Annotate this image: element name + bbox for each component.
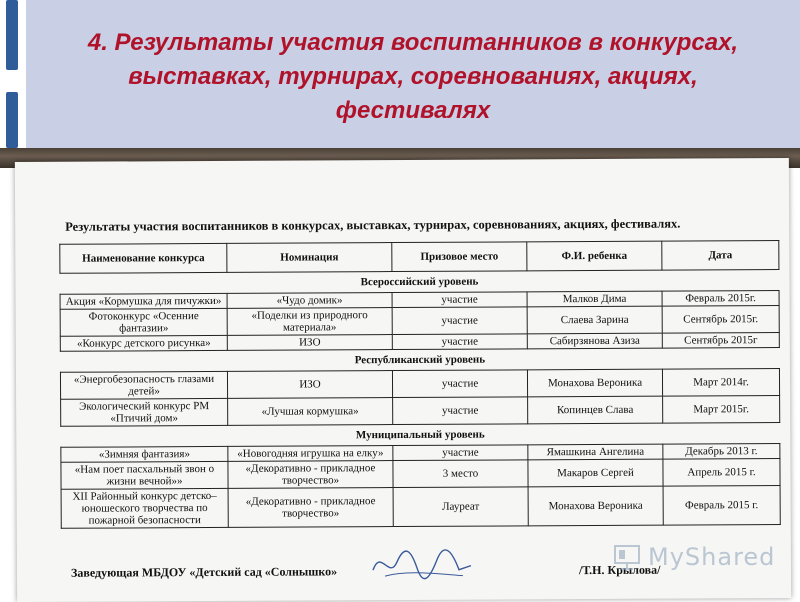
level-label: Муниципальный уровень [355,428,485,442]
cell-date: Сентябрь 2015г [662,333,779,349]
cell-date: Сентябрь 2015г. [662,306,779,334]
cell-date: Февраль 2015 г. [663,486,780,526]
cell-date: Апрель 2015 г. [663,459,780,487]
cell-contest: «Энергобезопасность глазами детей» [60,371,227,399]
cell-contest: Экологический конкурс РМ «Птичий дом» [61,398,228,426]
results-table [59,240,780,529]
table-row [61,396,780,427]
presentation-screen-icon [612,542,642,572]
header-date: Дата [662,241,779,271]
level-label: Всероссийский уровень [360,275,479,289]
cell-place: Лауреат [393,487,528,527]
cell-place: участие [393,445,528,461]
table-row [60,306,779,337]
cell-place: участие [392,307,527,335]
side-bar-middle [6,92,18,148]
header-place: Призовое место [392,242,527,272]
slide-title: 4. Результаты участия воспитанников в конкурсах, выставках, турнирах, соревнованиях, акциях, фестивалях [87,29,739,124]
cell-date: Март 2015г. [663,396,780,424]
cell-nomination: ИЗО [227,371,392,399]
header-nomination: Номинация [227,243,392,273]
handwritten-signature-icon [367,540,477,587]
cell-contest: Акция «Кормушка для пичужки» [60,293,227,309]
cell-contest: XII Районный конкурс детско–юношеского творчества по пожарной безопасности [61,488,228,528]
table-row [61,486,780,529]
site-watermark [612,540,775,574]
scanned-document [15,158,791,602]
cell-date: Март 2014г. [662,369,779,397]
cell-date: Декабрь 2013 г. [663,444,780,460]
cell-nomination: «Чудо домик» [227,293,392,309]
table-row [60,369,779,400]
cell-child: Сабирзянова Азиза [527,333,662,349]
cell-contest: «Нам поет пасхальный звон о жизни вечной»» [61,461,228,489]
document-title: Результаты участия воспитанников в конкурсах, выставках, турнирах, соревнованиях, акциях, фестивалях. [65,216,681,234]
cell-child: Макаров Сергей [528,459,663,487]
cell-child: Копинцев Слава [528,396,663,424]
director-title: Заведующая МБДОУ «Детский сад «Солнышко» [70,564,338,580]
cell-child: Слаева Зарина [527,306,662,334]
cell-contest: «Зимняя фантазия» [61,446,228,462]
cell-place: участие [393,397,528,425]
cell-nomination: «Лучшая кормушка» [228,398,393,426]
cell-date: Февраль 2015г. [662,291,779,307]
cell-nomination: «Новогодняя игрушка на елку» [228,446,393,462]
header-child-name: Ф.И. ребенка [527,241,662,271]
cell-place: участие [392,292,527,308]
cell-child: Малков Дима [527,291,662,307]
cell-place: 3 место [393,460,528,488]
cell-child: Монахова Вероника [528,486,663,526]
cell-place: участие [392,370,527,398]
cell-nomination: «Декоративно - прикладное творчество» [228,488,393,528]
cell-child: Ямашкина Ангелина [528,444,663,460]
side-bar-top [6,0,18,70]
slide-header [26,0,800,148]
cell-nomination: «Поделки из природного материала» [227,308,392,336]
cell-contest: Фотоконкурс «Осенние фантазии» [60,308,227,336]
cell-nomination: «Декоративно - прикладное творчество» [228,461,393,489]
cell-place: участие [392,334,527,350]
cell-child: Монахова Вероника [527,369,662,397]
level-label: Республиканский уровень [354,353,486,367]
cell-contest: «Конкурс детского рисунка» [60,335,227,351]
watermark-text: MyShared [648,543,776,571]
cell-nomination: ИЗО [227,335,392,351]
header-contest-name: Наименование конкурса [60,243,227,273]
signer-name: /Т.Н. Крылова/ [578,562,661,578]
table-row [61,459,780,490]
table-header-row [60,241,779,274]
